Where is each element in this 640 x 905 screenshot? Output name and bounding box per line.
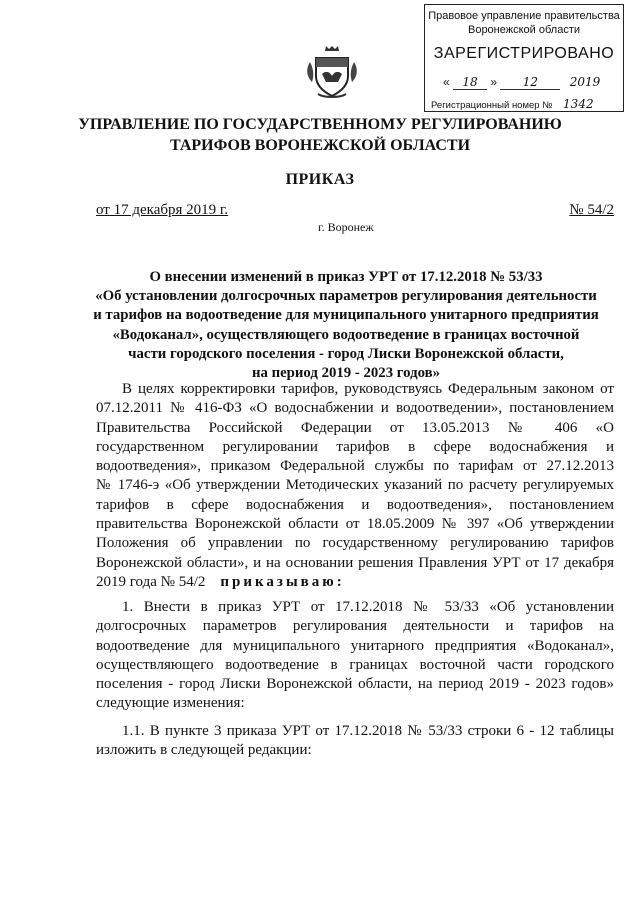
preamble-paragraph [96,380,614,592]
stamp-date-year: 2019 [569,75,601,89]
subject-line: части городского поселения - город Лиски Воронежской области, [128,345,564,362]
paragraph-line: Положения об управлении по государственному регулированию тарифов [96,535,614,552]
paragraph-line: тарифов в сфере водоснабжения и водоотведения», постановлением [96,496,614,513]
stamp-date-open: « [443,75,450,89]
stamp-reg-number [431,97,619,111]
paragraph-line: 07.12.2011 № 416-ФЗ «О водоснабжении и водоотведении», постановлением [96,400,614,417]
paragraph-line: Воронежской области», и на основании решения Правления УРТ от 17 декабря [96,554,614,571]
document-type-title: ПРИКАЗ [285,171,355,188]
subject-line: «Водоканал», осуществляющего водоотведение в границах восточной [112,326,580,343]
stamp-date-day: 18 [453,75,487,90]
subject-line: и тарифов на водоотведение для муниципального унитарного предприятия [93,307,599,324]
paragraph-line: государственном регулировании тарифов в сфере водоснабжения и [96,438,614,455]
stamp-registered: ЗАРЕГИСТРИРОВАНО [433,45,615,62]
document-number-text: № 54/2 [569,202,614,218]
paragraph-line [96,573,614,592]
paragraph-line: 1.1. В пункте 3 приказа УРТ от 17.12.2018 № 53/33 строки 6 - 12 таблицы [122,723,614,739]
document-date-text: от 17 декабря 2019 г. [96,202,229,218]
paragraph-line: осуществляющего водоотведение в границах восточной части городского [96,656,614,673]
document-number [569,202,614,219]
subject-line: О внесении изменений в приказ УРТ от 17.12.2018 № 53/33 [149,269,543,285]
document-subject [76,268,616,383]
command-word: приказываю: [220,573,345,590]
stamp-date-close: » [490,75,498,89]
stamp-reg-value: 1342 [563,97,594,111]
document-date [96,202,228,219]
paragraph-line: поселения - город Лиски Воронежской области, на период 2019 - 2023 годов» [96,676,614,693]
subject-line: на период 2019 - 2023 годов» [251,365,441,382]
stamp-authority-line1: Правовое управление правительства [428,10,620,22]
paragraph-line: водоотведения», приказом Федеральной службы по тарифам от 27.12.2013 [96,458,614,475]
item-1-paragraph [96,598,614,714]
paragraph-line: № 1746-э «Об утверждении Методических указаний по расчету регулируемых [96,477,614,494]
paragraph-line: изложить в следующей редакции: [96,742,312,759]
item-1-1-paragraph [96,722,614,761]
agency-name-line2: ТАРИФОВ ВОРОНЕЖСКОЙ ОБЛАСТИ [169,137,471,154]
coat-of-arms-icon [300,40,364,104]
decision-ref: 2019 года № 54/2 [96,573,206,590]
stamp-reg-label: Регистрационный номер № [431,100,553,111]
paragraph-line: водоотведение для муниципального унитарного предприятия «Водоканал», [96,637,614,654]
stamp-date [443,75,615,90]
subject-line: «Об установлении долгосрочных параметров регулирования деятельности [95,288,597,305]
paragraph-line: 1. Внести в приказ УРТ от 17.12.2018 № 53/33 «Об установлении [122,599,614,615]
paragraph-line: правительства Воронежской области от 18.05.2009 № 397 «Об утверждении [96,516,614,533]
stamp-authority-line2: Воронежской области [467,24,580,36]
stamp-date-month: 12 [500,75,560,90]
document-city: г. Воронеж [318,220,374,234]
paragraph-line: Правительства Российской Федерации от 13.05.2013 № 406 «О [96,419,614,436]
paragraph-line: В целях корректировки тарифов, руководствуясь Федеральным законом от [122,381,614,397]
registration-stamp [424,4,624,112]
paragraph-line: долгосрочных параметров регулирования деятельности и тарифов на [96,618,614,635]
paragraph-line: следующие изменения: [96,695,245,712]
agency-name-line1: УПРАВЛЕНИЕ ПО ГОСУДАРСТВЕННОМУ РЕГУЛИРОВАНИЮ [78,116,562,133]
